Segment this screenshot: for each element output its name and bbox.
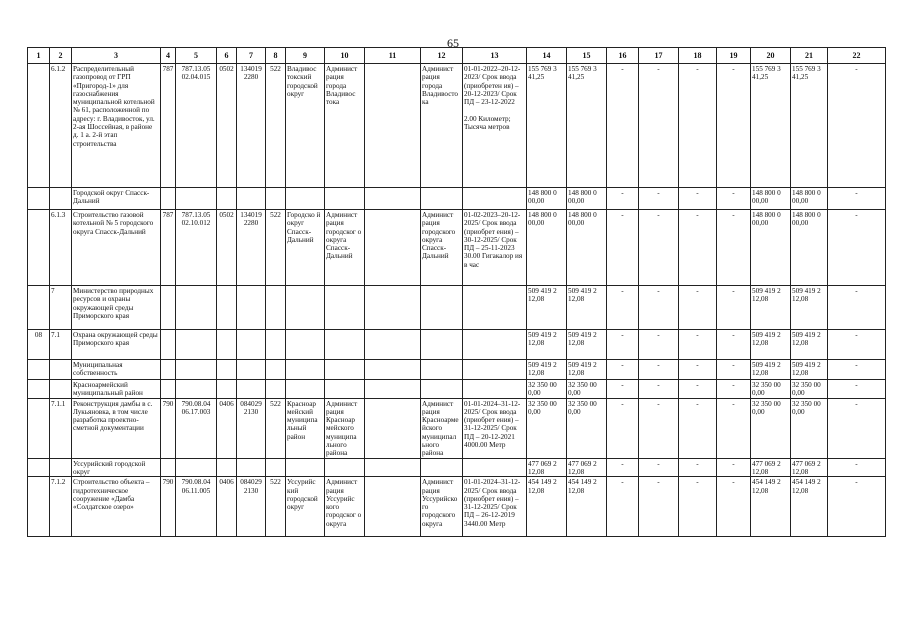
table-cell-col-22: -: [828, 330, 886, 360]
column-header: 16: [607, 48, 639, 64]
table-cell-col-4: 790: [161, 398, 176, 458]
table-cell-col-1: [28, 64, 50, 188]
column-header: 19: [717, 48, 751, 64]
table-cell-col-12: [421, 188, 463, 210]
table-cell-col-9: Уссурийс кий городской округ: [286, 477, 325, 537]
table-cell-col-21: 509 419 2 12,08: [791, 360, 828, 380]
table-cell-col-13: 01-01-2024–31-12-2025/ Срок ввода (приобрет ения) – 31-12-2025/ Срок ПД – 26-12-2019 3440.00 Метр: [463, 477, 527, 537]
column-header: 14: [527, 48, 567, 64]
table-cell-col-5: 787.13.05 02.10.012: [176, 210, 217, 286]
column-header: 11: [365, 48, 421, 64]
table-cell-col-13: [463, 286, 527, 330]
table-cell-col-10: [325, 286, 365, 330]
table-cell-col-15: 155 769 3 41,25: [567, 64, 607, 188]
table-cell-col-5: 790.08.04 06.11.005: [176, 477, 217, 537]
table-cell-col-17: -: [639, 477, 679, 537]
table-cell-col-22: -: [828, 188, 886, 210]
column-header: 5: [176, 48, 217, 64]
table-cell-col-7: [237, 286, 266, 330]
table-cell-col-1: [28, 286, 50, 330]
table-cell-col-22: -: [828, 398, 886, 458]
table-cell-col-12: [421, 286, 463, 330]
table-cell-col-4: [161, 380, 176, 399]
table-cell-col-14: 477 069 2 12,08: [527, 458, 567, 477]
table-cell-col-1: [28, 188, 50, 210]
table-cell-col-19: -: [717, 286, 751, 330]
table-cell-col-10: Админист рация города Владивос тока: [325, 64, 365, 188]
table-cell-col-19: -: [717, 477, 751, 537]
table-cell-col-15: 509 419 2 12,08: [567, 286, 607, 330]
table-cell-col-18: -: [679, 398, 717, 458]
table-cell-col-20: 509 419 2 12,08: [751, 286, 791, 330]
table-cell-col-6: 0502: [217, 64, 237, 188]
table-cell-col-4: 787: [161, 64, 176, 188]
budget-table: [27, 47, 886, 537]
table-cell-col-2: [50, 188, 72, 210]
table-cell-col-18: -: [679, 360, 717, 380]
table-cell-col-13: 01-02-2023–20-12-2025/ Срок ввода (приобрет ения) – 30-12-2025/ Срок ПД – 25-11-2023 30.00 Гигакалор ия в час: [463, 210, 527, 286]
table-cell-col-14: 32 350 00 0,00: [527, 380, 567, 399]
table-cell-col-9: [286, 188, 325, 210]
table-cell-col-1: [28, 477, 50, 537]
table-cell-col-2: 7.1: [50, 330, 72, 360]
table-cell-col-17: -: [639, 188, 679, 210]
table-cell-col-1: [28, 210, 50, 286]
table-cell-col-4: 787: [161, 210, 176, 286]
table-cell-col-19: -: [717, 210, 751, 286]
table-cell-col-11: [365, 360, 421, 380]
table-cell-col-22: -: [828, 286, 886, 330]
table-cell-col-9: Городско й округ Спасск-Дальний: [286, 210, 325, 286]
table-cell-col-2: 7.1.2: [50, 477, 72, 537]
table-cell-col-9: [286, 380, 325, 399]
table-cell-col-8: [266, 380, 286, 399]
table-row: [28, 188, 886, 210]
table-cell-col-14: 509 419 2 12,08: [527, 360, 567, 380]
table-cell-col-14: 509 419 2 12,08: [527, 330, 567, 360]
table-cell-col-6: [217, 458, 237, 477]
table-cell-col-7: 134019 2280: [237, 64, 266, 188]
table-cell-col-7: [237, 330, 266, 360]
page-number: 65: [447, 36, 459, 50]
table-cell-col-21: 148 800 0 00,00: [791, 210, 828, 286]
table-cell-col-5: [176, 360, 217, 380]
table-cell-col-12: Админист рация Уссурийско го городского округа: [421, 477, 463, 537]
table-row: [28, 64, 886, 188]
table-cell-col-3: Красноармейский муниципальный район: [72, 380, 161, 399]
table-cell-col-20: 155 769 3 41,25: [751, 64, 791, 188]
table-cell-col-18: -: [679, 286, 717, 330]
column-header: 6: [217, 48, 237, 64]
table-cell-col-12: Админист рация Красноарме йского муниципал ьного района: [421, 398, 463, 458]
table-cell-col-5: [176, 188, 217, 210]
table-cell-col-21: 32 350 00 0,00: [791, 398, 828, 458]
column-header: 15: [567, 48, 607, 64]
table-cell-col-16: -: [607, 64, 639, 188]
table-cell-col-15: 32 350 00 0,00: [567, 398, 607, 458]
table-cell-col-19: -: [717, 330, 751, 360]
column-header: 1: [28, 48, 50, 64]
table-cell-col-15: 32 350 00 0,00: [567, 380, 607, 399]
table-cell-col-3: Строительство объекта – гидротехническое сооружение «Дамба «Солдатское озеро»: [72, 477, 161, 537]
table-row: [28, 210, 886, 286]
table-cell-col-7: [237, 360, 266, 380]
table-row: [28, 330, 886, 360]
table-cell-col-4: [161, 188, 176, 210]
table-cell-col-1: [28, 398, 50, 458]
table-cell-col-10: [325, 330, 365, 360]
table-cell-col-6: [217, 360, 237, 380]
table-cell-col-9: Владивос токский городской округ: [286, 64, 325, 188]
table-cell-col-11: [365, 380, 421, 399]
table-cell-col-8: 522: [266, 398, 286, 458]
table-cell-col-1: [28, 380, 50, 399]
table-cell-col-11: [365, 210, 421, 286]
table-cell-col-16: -: [607, 188, 639, 210]
table-cell-col-21: 509 419 2 12,08: [791, 286, 828, 330]
column-header: 13: [463, 48, 527, 64]
table-cell-col-7: [237, 188, 266, 210]
table-cell-col-19: -: [717, 360, 751, 380]
table-cell-col-3: Распределительный газопровод от ГРП «Пригород-1» для газоснабжения муниципальной котельной № 61, расположенной по адресу: г. Владивосток, ул. 2-ая Шоссейная, в районе д. 1 а. 2-й этап строительства: [72, 64, 161, 188]
table-cell-col-15: 477 069 2 12,08: [567, 458, 607, 477]
table-cell-col-7: [237, 458, 266, 477]
table-cell-col-9: [286, 286, 325, 330]
table-cell-col-3: Министерство природных ресурсов и охраны окружающей среды Приморского края: [72, 286, 161, 330]
table-cell-col-2: 7.1.1: [50, 398, 72, 458]
table-cell-col-22: -: [828, 458, 886, 477]
table-cell-col-22: -: [828, 360, 886, 380]
table-cell-col-4: 790: [161, 477, 176, 537]
column-header: 8: [266, 48, 286, 64]
table-cell-col-22: -: [828, 380, 886, 399]
table-cell-col-17: -: [639, 286, 679, 330]
table-cell-col-21: 454 149 2 12,08: [791, 477, 828, 537]
table-cell-col-12: [421, 458, 463, 477]
table-cell-col-7: 084029 2130: [237, 398, 266, 458]
table-cell-col-1: [28, 360, 50, 380]
table-cell-col-7: 084029 2130: [237, 477, 266, 537]
table-cell-col-11: [365, 398, 421, 458]
table-cell-col-15: 148 800 0 00,00: [567, 210, 607, 286]
table-cell-col-17: -: [639, 210, 679, 286]
table-cell-col-6: 0502: [217, 210, 237, 286]
table-cell-col-3: Муниципальная собственность: [72, 360, 161, 380]
table-cell-col-10: Админист рация Красноар мейского муниципа льного района: [325, 398, 365, 458]
table-cell-col-16: -: [607, 360, 639, 380]
table-cell-col-21: 155 769 3 41,25: [791, 64, 828, 188]
table-cell-col-13: [463, 360, 527, 380]
table-cell-col-20: 509 419 2 12,08: [751, 330, 791, 360]
table-cell-col-1: 08: [28, 330, 50, 360]
table-cell-col-17: -: [639, 398, 679, 458]
table-cell-col-13: 01-01-2024–31-12-2025/ Срок ввода (приобрет ения) – 31-12-2025/ Срок ПД – 20-12-2021 4000.00 Метр: [463, 398, 527, 458]
table-cell-col-12: Админист рация городского округа Спасск-Дальний: [421, 210, 463, 286]
table-cell-col-14: 32 350 00 0,00: [527, 398, 567, 458]
table-cell-col-4: [161, 286, 176, 330]
table-cell-col-14: 454 149 2 12,08: [527, 477, 567, 537]
table-cell-col-17: -: [639, 360, 679, 380]
table-cell-col-15: 509 419 2 12,08: [567, 330, 607, 360]
table-cell-col-6: [217, 188, 237, 210]
table-cell-col-15: 454 149 2 12,08: [567, 477, 607, 537]
table-cell-col-2: 6.1.2: [50, 64, 72, 188]
table-cell-col-19: -: [717, 458, 751, 477]
table-cell-col-14: 155 769 3 41,25: [527, 64, 567, 188]
table-cell-col-18: -: [679, 477, 717, 537]
table-row: [28, 477, 886, 537]
table-cell-col-13: [463, 380, 527, 399]
table-cell-col-3: Охрана окружающей среды Приморского края: [72, 330, 161, 360]
table-cell-col-2: [50, 380, 72, 399]
table-cell-col-15: 148 800 0 00,00: [567, 188, 607, 210]
table-cell-col-20: 454 149 2 12,08: [751, 477, 791, 537]
table-cell-col-5: 787.13.05 02.04.015: [176, 64, 217, 188]
table-cell-col-14: 148 800 0 00,00: [527, 210, 567, 286]
table-cell-col-11: [365, 330, 421, 360]
table-cell-col-20: 509 419 2 12,08: [751, 360, 791, 380]
table-cell-col-16: -: [607, 330, 639, 360]
table-cell-col-11: [365, 286, 421, 330]
table-cell-col-1: [28, 458, 50, 477]
column-header: 10: [325, 48, 365, 64]
table-cell-col-8: [266, 458, 286, 477]
table-cell-col-14: 509 419 2 12,08: [527, 286, 567, 330]
table-cell-col-19: -: [717, 64, 751, 188]
table-cell-col-12: [421, 330, 463, 360]
header-row: [28, 48, 886, 64]
table-cell-col-9: [286, 458, 325, 477]
column-header: 9: [286, 48, 325, 64]
table-cell-col-20: 148 800 0 00,00: [751, 210, 791, 286]
table-cell-col-13: [463, 458, 527, 477]
table-cell-col-21: 509 419 2 12,08: [791, 330, 828, 360]
table-cell-col-18: -: [679, 210, 717, 286]
table-cell-col-15: 509 419 2 12,08: [567, 360, 607, 380]
table-cell-col-10: [325, 360, 365, 380]
table-cell-col-12: [421, 360, 463, 380]
table-cell-col-8: [266, 360, 286, 380]
table-cell-col-5: [176, 380, 217, 399]
column-header: 7: [237, 48, 266, 64]
table-cell-col-10: [325, 380, 365, 399]
table-cell-col-3: Уссурийский городской округ: [72, 458, 161, 477]
table-cell-col-9: [286, 330, 325, 360]
table-cell-col-5: [176, 286, 217, 330]
table-cell-col-11: [365, 458, 421, 477]
column-header: 3: [72, 48, 161, 64]
table-cell-col-8: [266, 188, 286, 210]
table-cell-col-16: -: [607, 380, 639, 399]
table-cell-col-16: -: [607, 398, 639, 458]
column-header: 22: [828, 48, 886, 64]
table-cell-col-3: Городской округ Спасск-Дальний: [72, 188, 161, 210]
table-cell-col-16: -: [607, 210, 639, 286]
table-cell-col-8: [266, 286, 286, 330]
table-cell-col-13: 01-01-2022–20-12-2023/ Срок ввода (приобретен ия) – 20-12-2023/ Срок ПД – 23-12-2022 2.00 Километр; Тысяча метров: [463, 64, 527, 188]
table-cell-col-10: Админист рация городског о округа Спасск-Дальний: [325, 210, 365, 286]
table-row: [28, 458, 886, 477]
table-row: [28, 398, 886, 458]
column-header: 4: [161, 48, 176, 64]
table-cell-col-22: -: [828, 64, 886, 188]
table-cell-col-2: [50, 458, 72, 477]
table-cell-col-18: -: [679, 330, 717, 360]
table-cell-col-16: -: [607, 286, 639, 330]
table-cell-col-11: [365, 188, 421, 210]
table-cell-col-4: [161, 458, 176, 477]
table-cell-col-7: [237, 380, 266, 399]
table-cell-col-13: [463, 188, 527, 210]
table-cell-col-2: 7: [50, 286, 72, 330]
column-header: 18: [679, 48, 717, 64]
table-cell-col-17: -: [639, 380, 679, 399]
table-cell-col-20: 32 350 00 0,00: [751, 398, 791, 458]
table-cell-col-19: -: [717, 398, 751, 458]
table-cell-col-20: 477 069 2 12,08: [751, 458, 791, 477]
table-cell-col-6: [217, 330, 237, 360]
column-header: 21: [791, 48, 828, 64]
table-cell-col-18: -: [679, 458, 717, 477]
table-cell-col-20: 32 350 00 0,00: [751, 380, 791, 399]
column-header: 2: [50, 48, 72, 64]
table-cell-col-17: -: [639, 64, 679, 188]
table-cell-col-3: Реконструкция дамбы в с. Лукьяновка, в том числе разработка проектно-сметной документации: [72, 398, 161, 458]
table-cell-col-5: [176, 458, 217, 477]
table-cell-col-6: 0406: [217, 398, 237, 458]
table-cell-col-10: [325, 458, 365, 477]
table-cell-col-19: -: [717, 188, 751, 210]
table-cell-col-18: -: [679, 380, 717, 399]
column-header: 20: [751, 48, 791, 64]
table-cell-col-21: 148 800 0 00,00: [791, 188, 828, 210]
table-cell-col-8: 522: [266, 210, 286, 286]
table-cell-col-3: Строительство газовой котельной № 5 городского округа Спасск-Дальний: [72, 210, 161, 286]
table-cell-col-6: 0406: [217, 477, 237, 537]
column-header: 12: [421, 48, 463, 64]
table-cell-col-5: 790.08.04 06.17.003: [176, 398, 217, 458]
table-cell-col-4: [161, 360, 176, 380]
table-cell-col-6: [217, 380, 237, 399]
table-cell-col-22: -: [828, 477, 886, 537]
table-cell-col-4: [161, 330, 176, 360]
table-cell-col-21: 32 350 00 0,00: [791, 380, 828, 399]
table-cell-col-8: 522: [266, 477, 286, 537]
table-cell-col-10: Админист рация Уссурийс кого городског о округа: [325, 477, 365, 537]
table-cell-col-22: -: [828, 210, 886, 286]
table-row: [28, 286, 886, 330]
table-cell-col-12: Админист рация города Владивосто ка: [421, 64, 463, 188]
table-cell-col-9: Красноар мейский муниципа льный район: [286, 398, 325, 458]
table-cell-col-14: 148 800 0 00,00: [527, 188, 567, 210]
table-cell-col-16: -: [607, 477, 639, 537]
table-row: [28, 360, 886, 380]
table-cell-col-20: 148 800 0 00,00: [751, 188, 791, 210]
table-row: [28, 380, 886, 399]
table-cell-col-11: [365, 477, 421, 537]
column-header: 17: [639, 48, 679, 64]
table-cell-col-18: -: [679, 64, 717, 188]
table-cell-col-12: [421, 380, 463, 399]
table-cell-col-17: -: [639, 330, 679, 360]
table-cell-col-8: 522: [266, 64, 286, 188]
table-cell-col-2: 6.1.3: [50, 210, 72, 286]
table-cell-col-13: [463, 330, 527, 360]
table-cell-col-18: -: [679, 188, 717, 210]
table-cell-col-2: [50, 360, 72, 380]
table-cell-col-10: [325, 188, 365, 210]
table-cell-col-7: 134019 2280: [237, 210, 266, 286]
table-cell-col-11: [365, 64, 421, 188]
table-cell-col-19: -: [717, 380, 751, 399]
table-cell-col-8: [266, 330, 286, 360]
table-cell-col-17: -: [639, 458, 679, 477]
table-cell-col-21: 477 069 2 12,08: [791, 458, 828, 477]
table-cell-col-16: -: [607, 458, 639, 477]
table-cell-col-5: [176, 330, 217, 360]
table-cell-col-6: [217, 286, 237, 330]
table-cell-col-9: [286, 360, 325, 380]
